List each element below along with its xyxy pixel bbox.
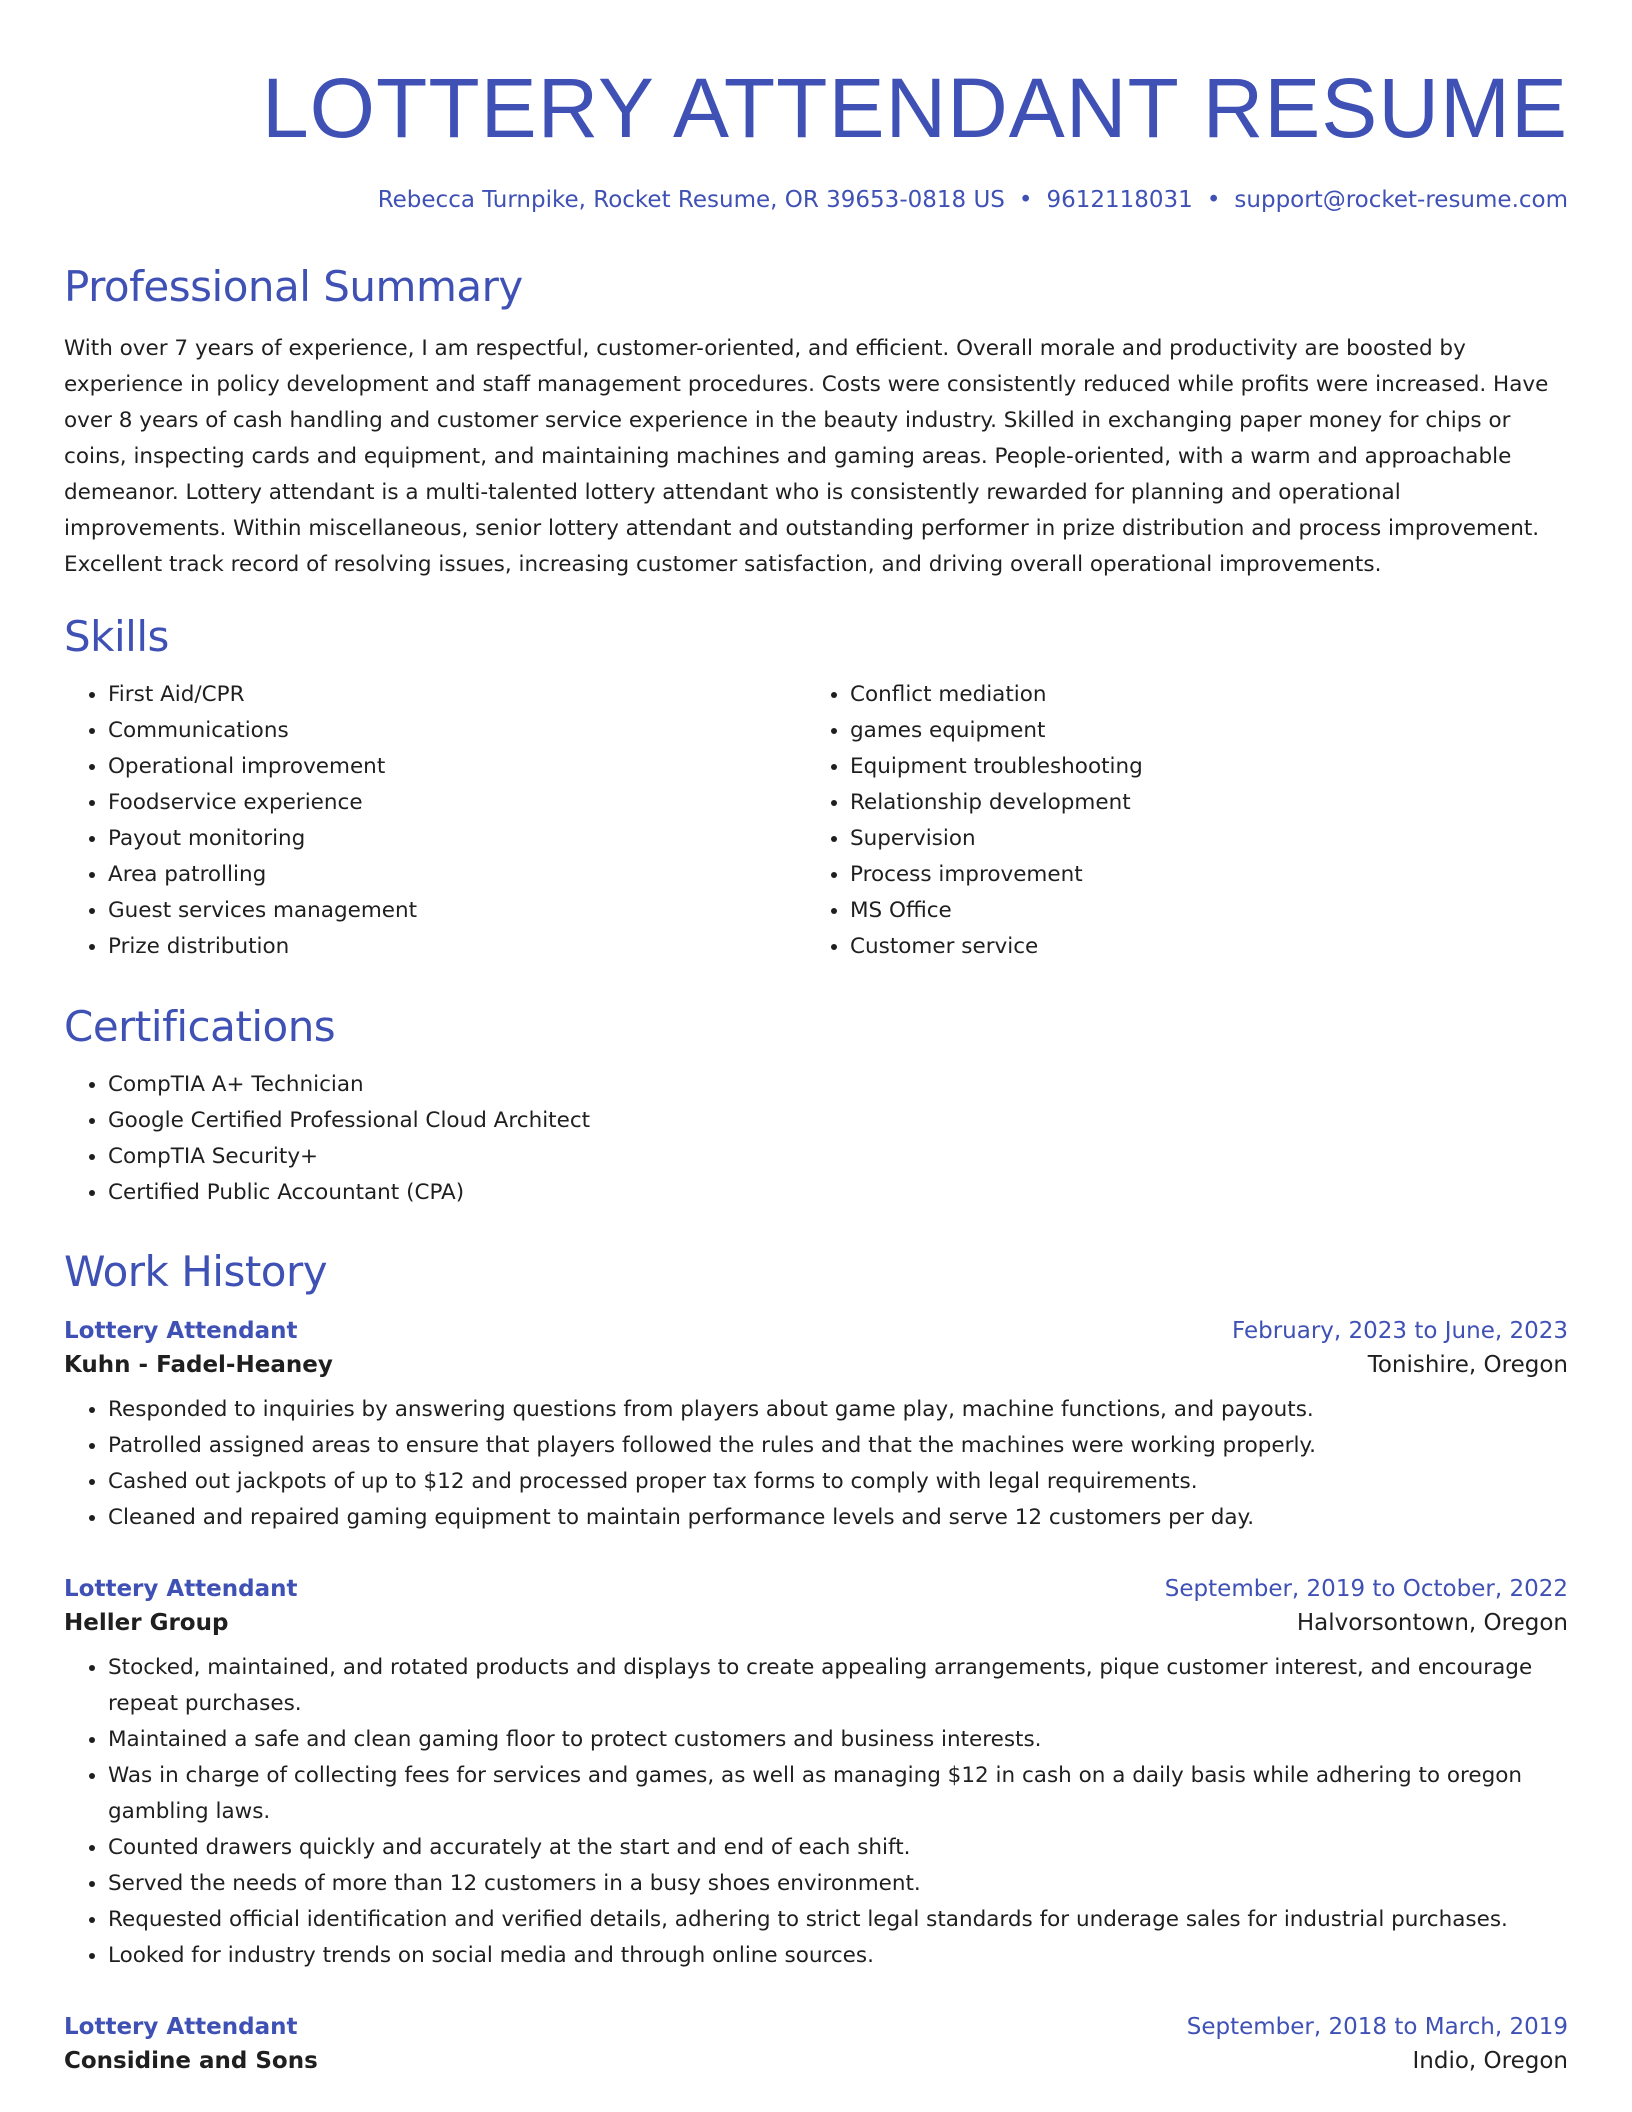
job-bullet: • Counted drawers quickly and accurately at the start and end of each shift. <box>108 1830 1568 1866</box>
job-location: Tonishire, Oregon <box>1367 1352 1568 1378</box>
job-dates: February, 2023 to June, 2023 <box>1231 1318 1568 1344</box>
job-bullet: • Maintained a safe and clean gaming floor to protect customers and business interests. <box>108 1722 1568 1758</box>
skill-item: • MS Office <box>850 893 1568 929</box>
certifications-section <box>64 1002 1568 1211</box>
job-bullet: • Looked for industry trends on social media and through online sources. <box>108 1938 1568 1974</box>
work-history-section <box>64 1247 1568 2074</box>
contact-separator: • <box>1018 186 1033 213</box>
skill-item: • Process improvement <box>850 857 1568 893</box>
skill-item: • Area patrolling <box>108 857 806 893</box>
skill-item: • Communications <box>108 713 806 749</box>
contact-line <box>64 187 1568 213</box>
skill-item: • Payout monitoring <box>108 821 806 857</box>
certification-item: • CompTIA Security+ <box>108 1139 1568 1175</box>
skill-item: • Operational improvement <box>108 749 806 785</box>
job-bullet: • Patrolled assigned areas to ensure that players followed the rules and that the machines were working properly. <box>108 1428 1568 1464</box>
job-dates: September, 2019 to October, 2022 <box>1164 1576 1568 1602</box>
skill-item: • games equipment <box>850 713 1568 749</box>
job-title: Lottery Attendant <box>64 2014 298 2040</box>
job-company-row <box>64 1352 1568 1378</box>
resume-page <box>64 0 1568 2074</box>
job-company: Kuhn - Fadel-Heaney <box>64 1352 333 1378</box>
job-bullet: • Cleaned and repaired gaming equipment to maintain performance levels and serve 12 customers per day. <box>108 1500 1568 1536</box>
job-location: Halvorsontown, Oregon <box>1296 1610 1568 1636</box>
contact-phone[interactable]: 9612118031 <box>1046 186 1193 213</box>
certification-item: • CompTIA A+ Technician <box>108 1067 1568 1103</box>
skill-item: • Guest services management <box>108 893 806 929</box>
job-location: Indio, Oregon <box>1412 2048 1568 2074</box>
contact-address: Rebecca Turnpike, Rocket Resume, OR 39653-0818 US <box>377 186 1005 213</box>
job-bullet: • Cashed out jackpots of up to $12 and processed proper tax forms to comply with legal requirements. <box>108 1464 1568 1500</box>
job-entry <box>64 1318 1568 1536</box>
job-bullet: • Was in charge of collecting fees for services and games, as well as managing $12 in cash on a daily basis while adhering to oregon gambling laws. <box>108 1758 1568 1830</box>
job-bullets <box>64 1392 1568 1536</box>
skills-section <box>64 612 1568 965</box>
summary-text: With over 7 years of experience, I am respectful, customer-oriented, and efficient. Overall morale and productivity are boosted by experience in policy development and staff management procedures. Costs were consistently reduced while profits were increased. Have over 8 years of cash handling and customer service experience in the beauty industry. Skilled in exchanging paper money for chips or coins, inspecting cards and equipment, and maintaining machines and gaming areas. People-oriented, with a warm and approachable demeanor. Lottery attendant is a multi-talented lottery attendant who is consistently rewarded for planning and operational improvements. Within miscellaneous, senior lottery attendant and outstanding performer in prize distribution and process improvement. Excellent track record of resolving issues, increasing customer satisfaction, and driving overall operational improvements. <box>64 336 1549 577</box>
job-company-row <box>64 1610 1568 1636</box>
job-company: Heller Group <box>64 1610 229 1636</box>
job-title-row <box>64 2014 1568 2040</box>
skills-list-right <box>806 677 1568 965</box>
certification-item: • Google Certified Professional Cloud Architect <box>108 1103 1568 1139</box>
skills-heading: Skills <box>64 612 169 661</box>
skill-item: • Equipment troubleshooting <box>850 749 1568 785</box>
contact-separator: • <box>1206 186 1221 213</box>
job-title-row <box>64 1318 1568 1344</box>
job-title: Lottery Attendant <box>64 1576 298 1602</box>
job-entry <box>64 2014 1568 2074</box>
job-bullet: • Served the needs of more than 12 customers in a busy shoes environment. <box>108 1866 1568 1902</box>
job-dates: September, 2018 to March, 2019 <box>1186 2014 1568 2040</box>
job-title-row <box>64 1576 1568 1602</box>
job-company-row <box>64 2048 1568 2074</box>
work-history-heading: Work History <box>64 1247 328 1296</box>
skill-item: • Customer service <box>850 929 1568 965</box>
skill-item: • Relationship development <box>850 785 1568 821</box>
contact-email[interactable]: support@rocket-resume.com <box>1234 186 1568 213</box>
resume-title: LOTTERY ATTENDANT RESUME <box>261 61 1568 155</box>
certification-item: • Certified Public Accountant (CPA) <box>108 1175 1568 1211</box>
summary-section <box>64 262 1568 583</box>
resume-header <box>64 58 1568 213</box>
job-bullet: • Stocked, maintained, and rotated products and displays to create appealing arrangements, pique customer interest, and encourage repeat purchases. <box>108 1650 1568 1722</box>
job-bullets <box>64 1650 1568 1974</box>
job-title: Lottery Attendant <box>64 1318 298 1344</box>
job-entry <box>64 1576 1568 1974</box>
skill-item: • First Aid/CPR <box>108 677 806 713</box>
certifications-list <box>64 1067 1568 1211</box>
summary-heading: Professional Summary <box>64 262 523 311</box>
skills-columns <box>64 677 1568 965</box>
skills-list-left <box>64 677 806 965</box>
job-bullet: • Requested official identification and verified details, adhering to strict legal standards for underage sales for industrial purchases. <box>108 1902 1568 1938</box>
skill-item: • Prize distribution <box>108 929 806 965</box>
certifications-heading: Certifications <box>64 1002 336 1051</box>
skill-item: • Conflict mediation <box>850 677 1568 713</box>
skill-item: • Supervision <box>850 821 1568 857</box>
job-company: Considine and Sons <box>64 2048 318 2074</box>
skill-item: • Foodservice experience <box>108 785 806 821</box>
job-bullet: • Responded to inquiries by answering questions from players about game play, machine functions, and payouts. <box>108 1392 1568 1428</box>
